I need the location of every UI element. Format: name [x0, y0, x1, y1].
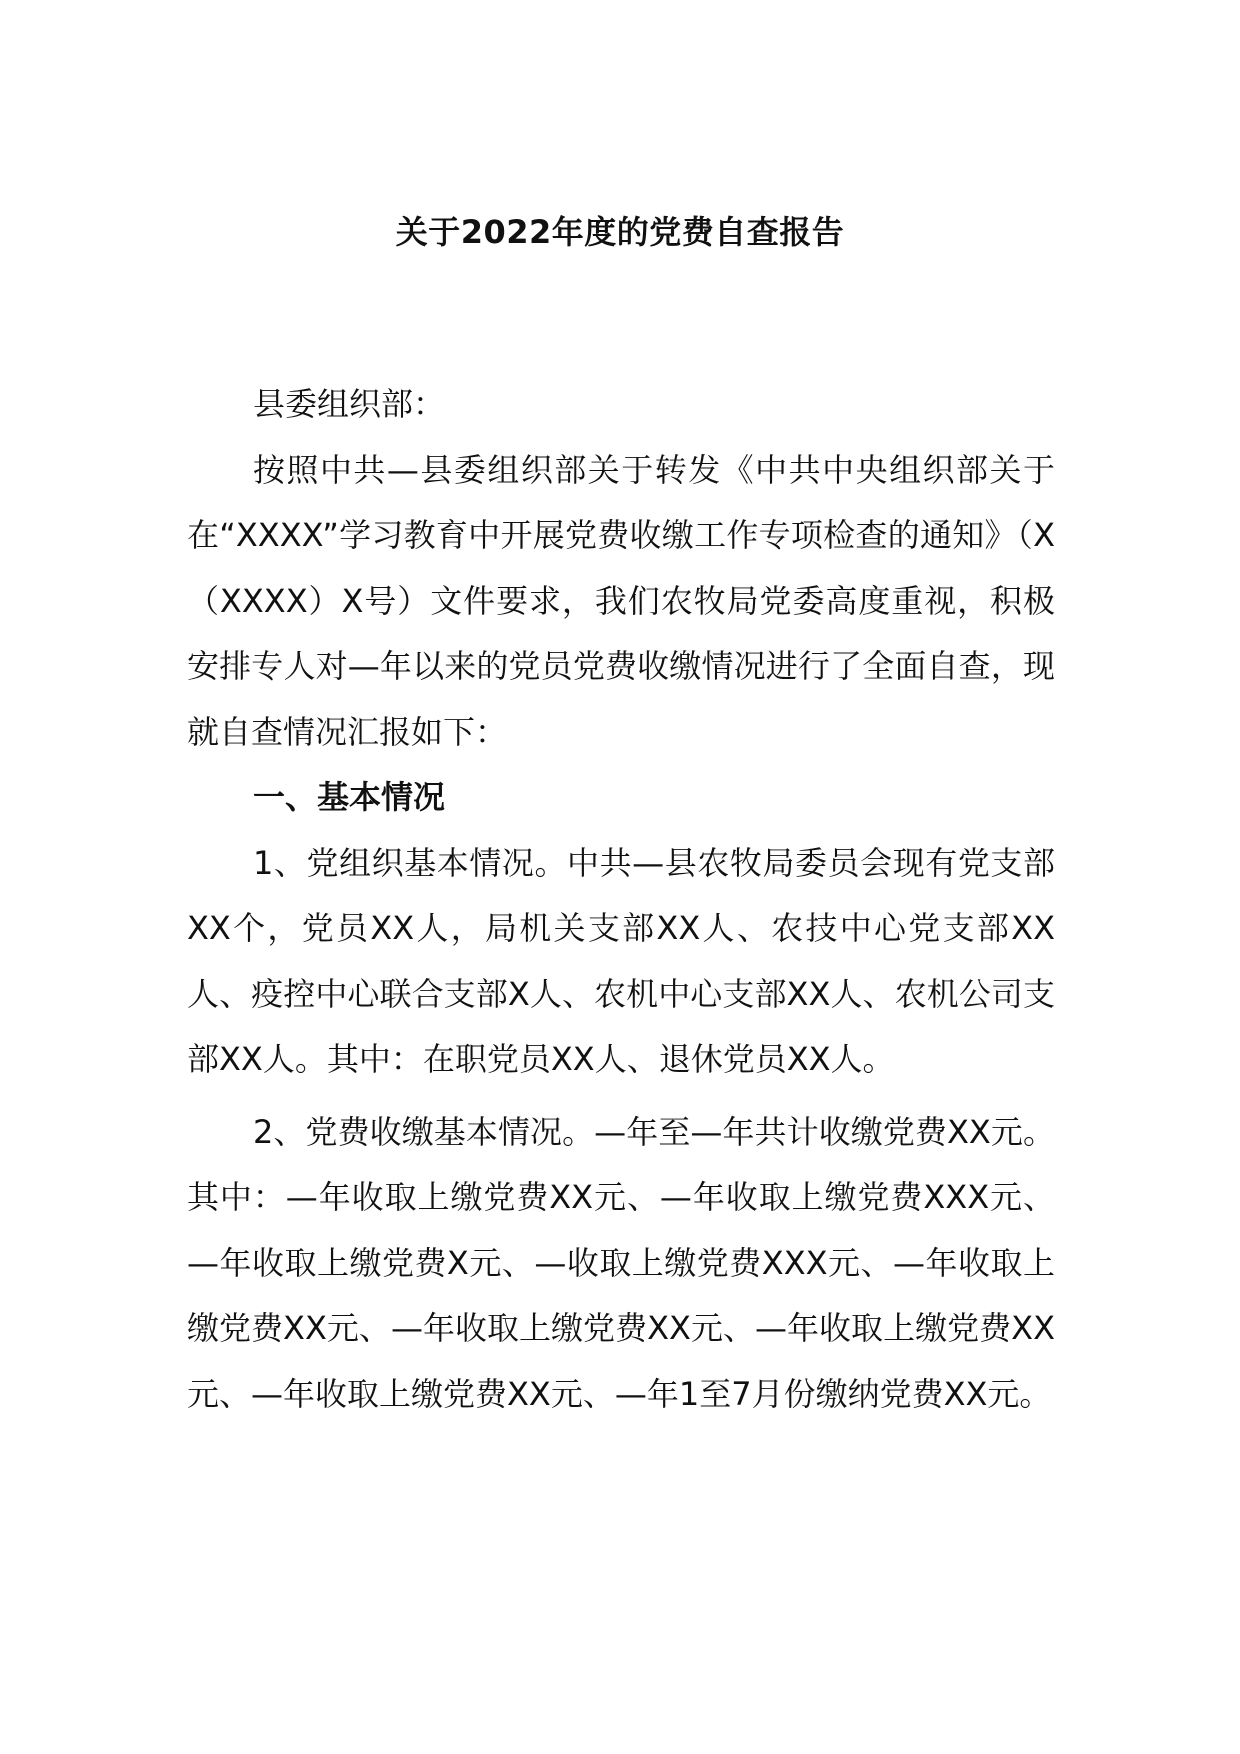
paragraph-party-organization: 1、党组织基本情况。中共—县农牧局委员会现有党支部XX个，党员XX人，局机关支部XX人、农技中心党支部XX人、疫控中心联合支部X人、农机中心支部XX人、农机公司支部XX人。其中：在职党员XX人、退休党员XX人。: [187, 843, 1055, 1078]
salutation: 县委组织部：: [253, 385, 446, 423]
paragraph-party-dues: 2、党费收缴基本情况。—年至—年共计收缴党费XX元。其中：—年收取上缴党费XX元、—年收取上缴党费XXX元、—年收取上缴党费X元、—收取上缴党费XXX元、—年收取上缴党费XX元、—年收取上缴党费XX元、—年收取上缴党费XX元、—年收取上缴党费XX元、—年1至7月份缴纳党费XX元。: [187, 1112, 1055, 1413]
intro-paragraph: 按照中共—县委组织部关于转发《中共中央组织部关于在“XXXX”学习教育中开展党费收缴工作专项检查的通知》（X（XXXX）X号）文件要求，我们农牧局党委高度重视，积极安排专人对—年以来的党员党费收缴情况进行了全面自查，现就自查情况汇报如下：: [187, 450, 1055, 751]
section-heading-basic: 一、基本情况: [253, 778, 446, 816]
document-title: 关于2022年度的党费自查报告: [395, 213, 845, 251]
document-body: [187, 372, 1055, 1427]
